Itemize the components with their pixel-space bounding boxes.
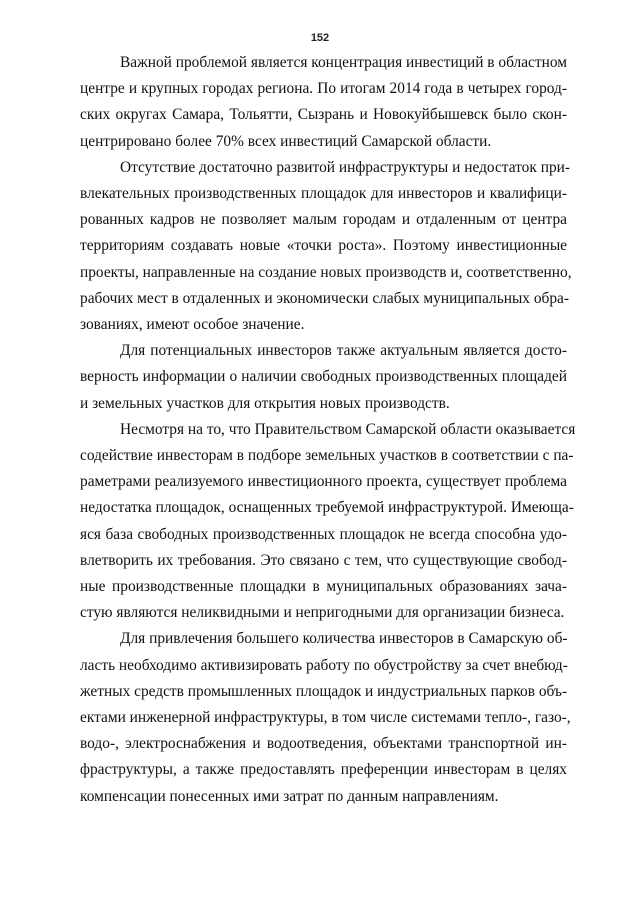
- text-line: Отсутствие достаточно развитой инфраструктуры и недостаток при-: [120, 158, 570, 176]
- document-body: [80, 50, 576, 810]
- text-line: ских округах Самара, Тольятти, Сызрань и Новокуйбышевск было скон-: [80, 106, 567, 124]
- text-line: влетворить их требования. Это связано с тем, что существующие свобод-: [80, 551, 567, 569]
- text-line: ласть необходимо активизировать работу по обустройству за счет внебюд-: [80, 656, 568, 674]
- text-line: ные производственные площадки в муниципальных образованиях зача-: [80, 578, 567, 596]
- page-number: 152: [310, 32, 330, 44]
- text-line: Важной проблемой является концентрация инвестиций в областном: [120, 54, 567, 71]
- text-line: фраструктуры, а также предоставлять преференции инвесторам в целях: [80, 761, 567, 779]
- text-line: верность информации о наличии свободных производственных площадей: [80, 368, 567, 386]
- text-line: компенсации понесенных ими затрат по данным направлениям.: [80, 787, 499, 805]
- paragraph-4: [80, 417, 576, 627]
- paragraph-3: [80, 338, 567, 417]
- text-line: недостатка площадок, оснащенных требуемой инфраструктурой. Имеюща-: [80, 499, 574, 517]
- paragraph-1: [80, 50, 567, 155]
- text-line: и земельных участков для открытия новых производств.: [80, 394, 450, 412]
- text-line: Для привлечения большего количества инвесторов в Самарскую об-: [120, 630, 568, 648]
- text-line: рабочих мест в отдаленных и экономически слабых муниципальных обра-: [80, 289, 570, 307]
- text-line: Для потенциальных инвесторов также актуальным является досто-: [120, 342, 567, 360]
- text-line: ектами инженерной инфраструктуры, в том числе системами тепло-, газо-,: [80, 709, 571, 727]
- text-line: центре и крупных городах региона. По итогам 2014 года в четырех город-: [80, 80, 567, 98]
- text-line: влекательных производственных площадок для инвесторов и квалифици-: [80, 185, 567, 203]
- text-line: зованиях, имеют особое значение.: [80, 316, 305, 334]
- text-line: яся база свободных производственных площадок не всегда способна удо-: [80, 525, 567, 543]
- text-line: проекты, направленные на создание новых производств и, соответственно,: [80, 263, 572, 281]
- text-line: рованных кадров не позволяет малым городам и отдаленным от центра: [80, 211, 567, 229]
- text-line: Несмотря на то, что Правительством Самарской области оказывается: [120, 420, 576, 438]
- text-line: содействие инвесторам в подборе земельных участков в соответствии с па-: [80, 447, 574, 465]
- text-line: стую являются неликвидными и непригодными для организации бизнеса.: [80, 604, 565, 622]
- text-line: территориям создавать новые «точки роста». Поэтому инвестиционные: [80, 237, 567, 255]
- paragraph-2: [80, 155, 572, 338]
- text-line: раметрами реализуемого инвестиционного проекта, существует проблема: [80, 473, 567, 491]
- text-line: жетных средств промышленных площадок и индустриальных парков объ-: [80, 682, 568, 700]
- paragraph-5: [80, 626, 571, 809]
- text-line: водо-, электроснабжения и водоотведения, объектами транспортной ин-: [80, 735, 567, 753]
- text-line: центрировано более 70% всех инвестиций Самарской области.: [80, 132, 492, 150]
